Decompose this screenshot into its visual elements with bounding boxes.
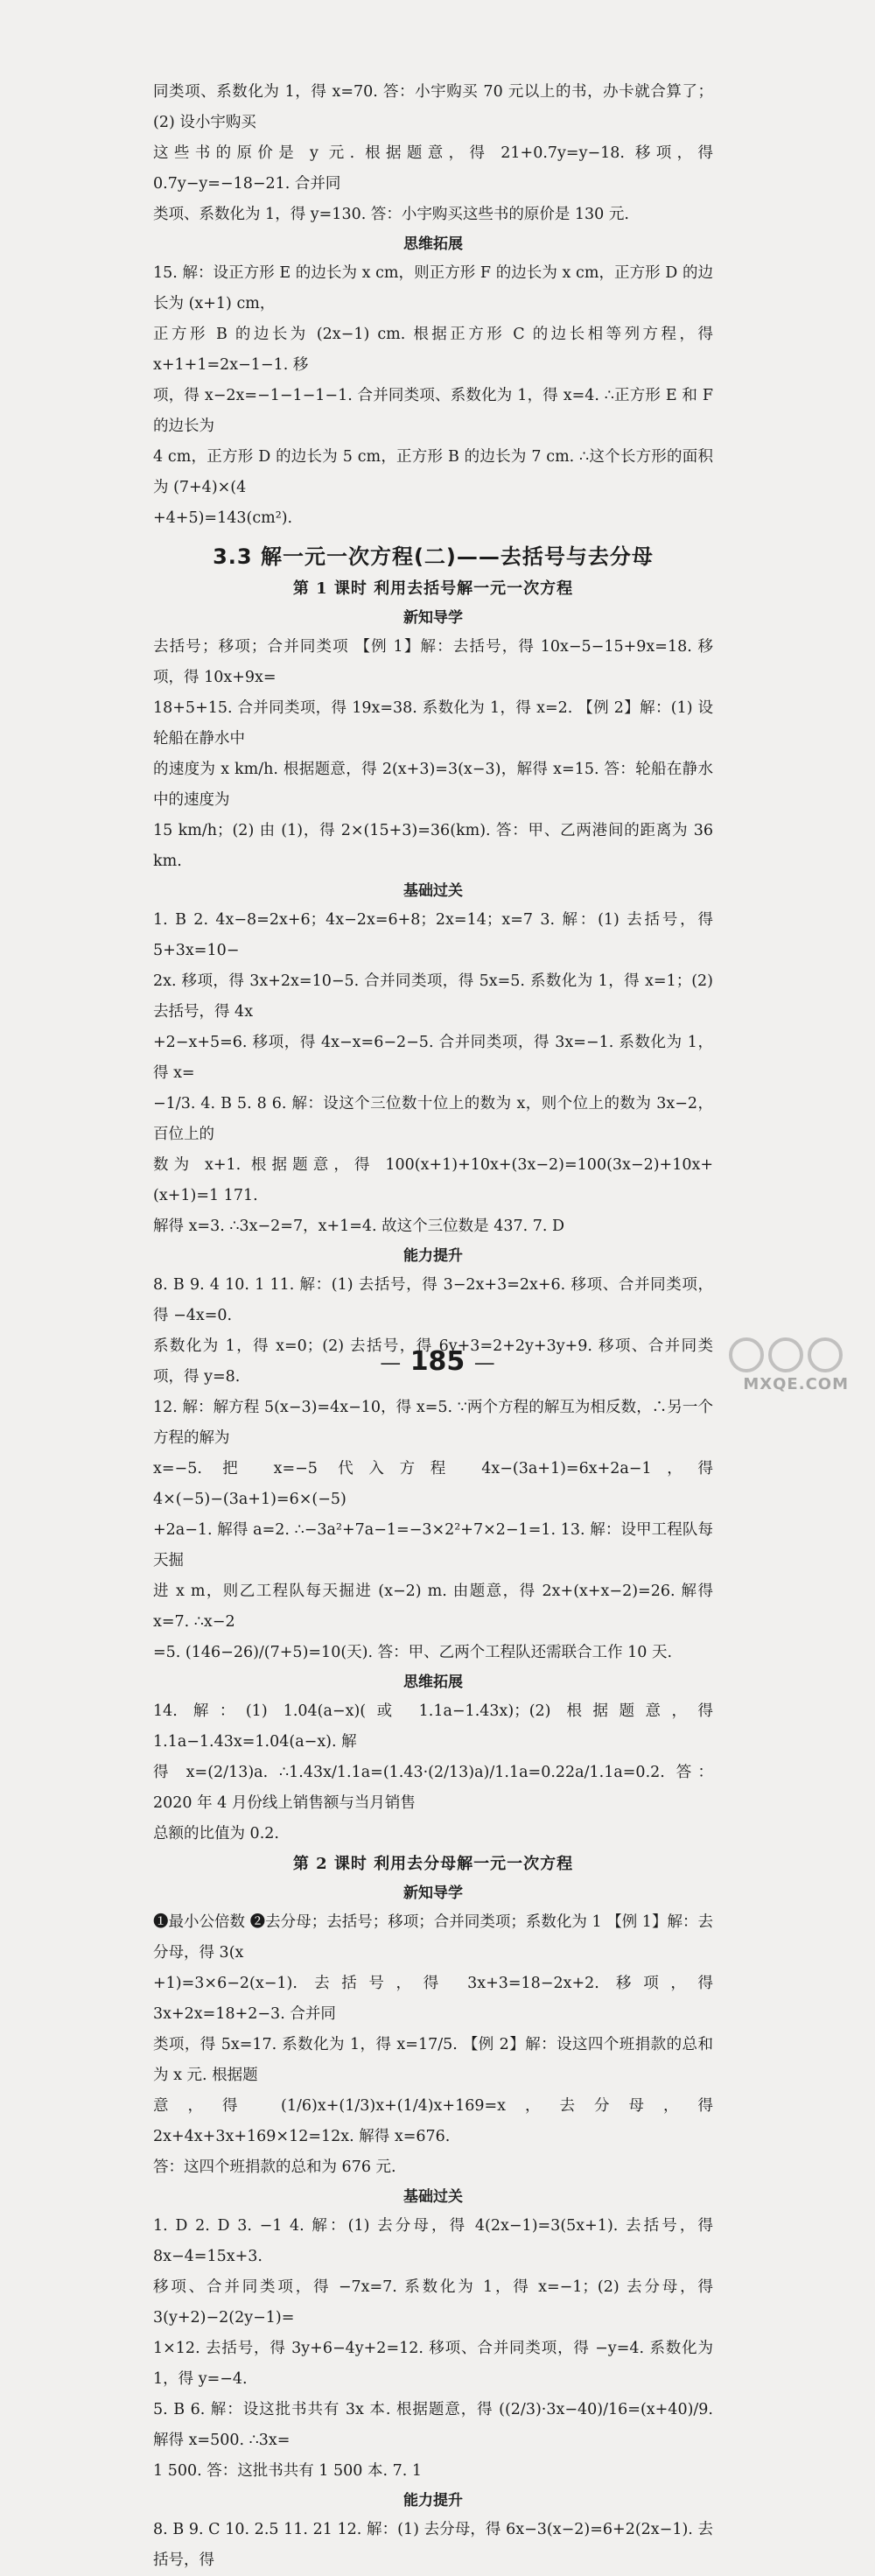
text-line: 系数化为 1，得 x=0；(2) 去括号，得 6y+3=2+2y+3y+9. 移项、合并同类项，得 y=8. <box>153 1337 713 1386</box>
text-line: 15 km/h；(2) 由 (1)，得 2×(15+3)=36(km). 答：甲、乙两港间的距离为 36 km. <box>153 822 713 870</box>
text-line: 5. B 6. 解：设这批书共有 3x 本. 根据题意，得 ((2/3)·3x−40)/16=(x+40)/9. 解得 x=500. ∴3x= <box>153 2401 713 2449</box>
text-line: 12. 解：解方程 5(x−3)=4x−10，得 x=5. ∵两个方程的解互为相反数，∴另一个方程的解为 <box>153 1399 713 1447</box>
text-line: 15. 解：设正方形 E 的边长为 x cm，则正方形 F 的边长为 x cm，正方形 D 的边长为 (x+1) cm， <box>153 264 713 312</box>
text-line: =5. (146−26)/(7+5)=10(天). 答：甲、乙两个工程队还需联合工作 10 天. <box>153 1644 673 1661</box>
text-line: 进 x m，则乙工程队每天掘进 (x−2) m. 由题意，得 2x+(x+x−2)=26. 解得 x=7. ∴x−2 <box>153 1583 713 1631</box>
text-line: 答：这四个班捐款的总和为 676 元. <box>153 2158 396 2176</box>
basic-block-2 <box>153 2211 713 2487</box>
text-line: +2a−1. 解得 a=2. ∴−3a²+7a−1=−3×2²+7×2−1=1. 13. 解：设甲工程队每天掘 <box>153 1521 713 1569</box>
text-line: 8. B 9. C 10. 2.5 11. 21 12. 解：(1) 去分母，得 6x−3(x−2)=6+2(2x−1). 去括号，得 <box>153 2521 713 2569</box>
text-line: 类项，得 5x=17. 系数化为 1，得 x=17/5. 【例 2】解：设这四个班捐款的总和为 x 元. 根据题 <box>153 2036 713 2084</box>
text-line: x=−5. 把 x=−5 代入方程 4x−(3a+1)=6x+2a−1，得 4×(−5)−(3a+1)=6×(−5) <box>153 1460 713 1508</box>
chapter-title: 3.3 解一元一次方程(二)——去括号与去分母 <box>213 544 654 569</box>
section-heading: 能力提升 <box>403 1247 463 1265</box>
text-line: 这些书的原价是 y 元. 根据题意，得 21+0.7y=y−18. 移项，得 0.7y−y=−18−21. 合并同 <box>153 144 713 193</box>
dash-icon: — <box>380 1351 402 1375</box>
section-heading: 思维拓展 <box>403 1674 463 1691</box>
text-line: ❶最小公倍数 ❷去分母；去括号；移项；合并同类项；系数化为 1 【例 1】解：去分母，得 3(x <box>153 1913 713 1962</box>
extension-block <box>153 1696 713 1850</box>
text-line: 18+5+15. 合并同类项，得 19x=38. 系数化为 1，得 x=2. 【例 2】解：(1) 设轮船在静水中 <box>153 699 713 748</box>
basic-block <box>153 905 713 1242</box>
text-line: 1 500. 答：这批书共有 1 500 本. 7. 1 <box>153 2462 422 2480</box>
new-knowledge-block <box>153 632 713 877</box>
ability-block-2 <box>153 2515 713 2576</box>
text-line: 总额的比值为 0.2. <box>153 1825 279 1843</box>
text-line: 类项、系数化为 1，得 y=130. 答：小宇购买这些书的原价是 130 元. <box>153 206 629 223</box>
section-heading: 思维拓展 <box>403 235 463 253</box>
text-line: +2−x+5=6. 移项，得 4x−x=6−2−5. 合并同类项，得 3x=−1. 系数化为 1，得 x= <box>153 1034 713 1082</box>
text-line: 项，得 x−2x=−1−1−1−1. 合并同类项、系数化为 1，得 x=4. ∴正方形 E 和 F 的边长为 <box>153 387 713 435</box>
section-heading: 能力提升 <box>403 2492 463 2509</box>
text-line: −1/3. 4. B 5. 8 6. 解：设这个三位数十位上的数为 x，则个位上的数为 3x−2，百位上的 <box>153 1095 713 1143</box>
text-line: 8. B 9. 4 10. 1 11. 解：(1) 去括号，得 3−2x+3=2x+6. 移项、合并同类项，得 −4x=0. <box>153 1276 713 1324</box>
text-line: 的速度为 x km/h. 根据题意，得 2(x+3)=3(x−3)，解得 x=15. 答：轮船在静水中的速度为 <box>153 761 713 809</box>
new-knowledge-block-2 <box>153 1907 713 2183</box>
text-line: 得 x=(2/13)a. ∴1.43x/1.1a=(1.43·(2/13)a)/1.1a=0.22a/1.1a=0.2. 答：2020 年 4 月份线上销售额与当月销售 <box>153 1764 713 1812</box>
dash-icon: — <box>473 1351 495 1375</box>
ability-block <box>153 1270 713 1668</box>
text-line: 14. 解：(1) 1.04(a−x)(或 1.1a−1.43x)；(2) 根据题意，得 1.1a−1.43x=1.04(a−x). 解 <box>153 1702 713 1751</box>
lesson-title: 第 1 课时 利用去括号解一元一次方程 <box>292 579 574 598</box>
text-line: +1)=3×6−2(x−1). 去括号，得 3x+3=18−2x+2. 移项，得 3x+2x=18+2−3. 合并同 <box>153 1975 713 2023</box>
text-line: 1. B 2. 4x−8=2x+6；4x−2x=6+8；2x=14；x=7 3. 解：(1) 去括号，得 5+3x=10− <box>153 911 713 959</box>
text-line: 4 cm，正方形 D 的边长为 5 cm，正方形 B 的边长为 7 cm. ∴这个长方形的面积为 (7+4)×(4 <box>153 448 713 496</box>
watermark-text: MXQE.COM <box>743 1375 849 1393</box>
text-line: +4+5)=143(cm²). <box>153 509 293 527</box>
intro-block <box>153 77 713 230</box>
section-heading: 基础过关 <box>403 2188 463 2206</box>
text-line: 1×12. 去括号，得 3y+6−4y+2=12. 移项、合并同类项，得 −y=4. 系数化为 1，得 y=−4. <box>153 2340 713 2388</box>
text-line: 数为 x+1. 根据题意，得 100(x+1)+10x+(3x−2)=100(3x−2)+10x+(x+1)=1 171. <box>153 1156 713 1204</box>
page-number-value: 185 <box>410 1346 466 1377</box>
lesson-title: 第 2 课时 利用去分母解一元一次方程 <box>292 1855 574 1873</box>
text-line: 意，得 (1/6)x+(1/3)x+(1/4)x+169=x，去分母，得 2x+4x+3x+169×12=12x. 解得 x=676. <box>153 2097 713 2145</box>
page-content <box>153 77 713 2576</box>
section-heading: 新知导学 <box>403 609 463 627</box>
text-line: 解得 x=3. ∴3x−2=7，x+1=4. 故这个三位数是 437. 7. D <box>153 1218 565 1235</box>
text-line: 正方形 B 的边长为 (2x−1) cm. 根据正方形 C 的边长相等列方程，得 x+1+1=2x−1−1. 移 <box>153 326 713 374</box>
problem-15-block <box>153 258 713 534</box>
text-line: 1. D 2. D 3. −1 4. 解：(1) 去分母，得 4(2x−1)=3(5x+1). 去括号，得 8x−4=15x+3. <box>153 2217 713 2265</box>
text-line: 去括号；移项；合并同类项 【例 1】解：去括号，得 10x−5−15+9x=18. 移项，得 10x+9x= <box>153 638 713 686</box>
section-heading: 基础过关 <box>403 882 463 900</box>
section-heading: 新知导学 <box>403 1885 463 1902</box>
text-line: 同类项、系数化为 1，得 x=70. 答：小宇购买 70 元以上的书，办卡就合算了；(2) 设小宇购买 <box>153 83 713 131</box>
text-line: 移项、合并同类项，得 −7x=7. 系数化为 1，得 x=−1；(2) 去分母，得 3(y+2)−2(2y−1)= <box>153 2278 713 2327</box>
text-line: 2x. 移项，得 3x+2x=10−5. 合并同类项，得 5x=5. 系数化为 1，得 x=1；(2) 去括号，得 4x <box>153 972 713 1021</box>
